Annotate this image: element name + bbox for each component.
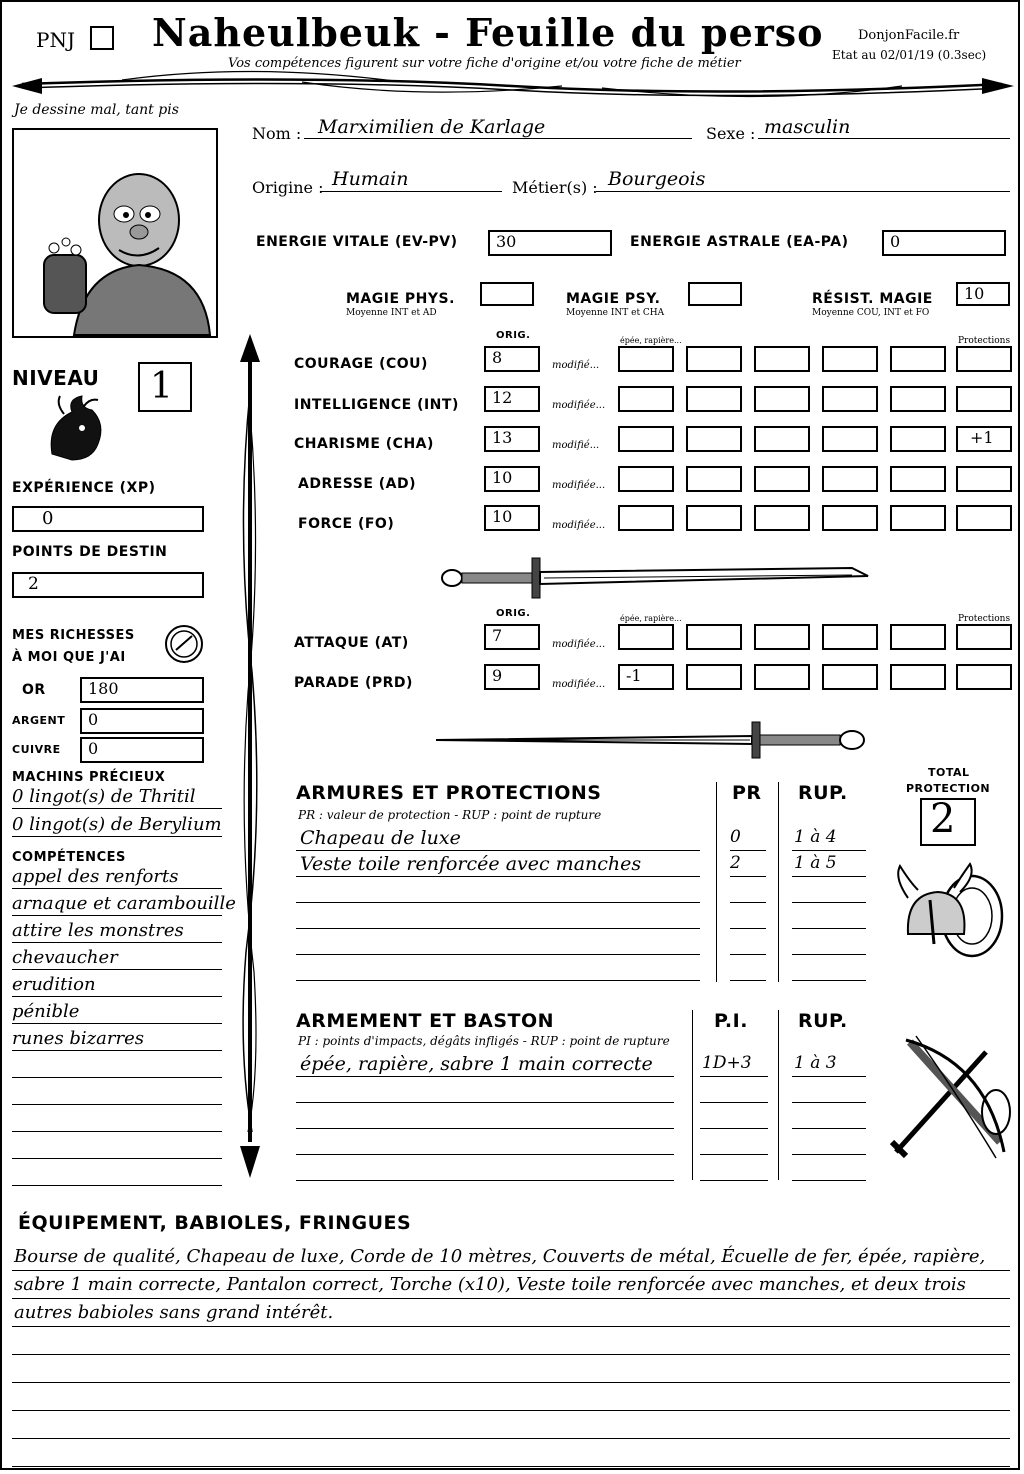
armure-pr[interactable]: 0 xyxy=(730,827,741,847)
stat-orig-box[interactable]: 8 xyxy=(484,346,540,372)
armement-title: ARMEMENT ET BASTON xyxy=(296,1010,555,1032)
origine-label: Origine : xyxy=(252,178,324,197)
stat-mod-box[interactable] xyxy=(754,505,810,531)
machin-item[interactable]: 0 lingot(s) de Berylium xyxy=(12,814,222,835)
stat-mod-box[interactable] xyxy=(686,346,742,372)
magie-psy-sub: Moyenne INT et CHA xyxy=(566,308,665,318)
site-name: DonjonFacile.fr xyxy=(858,28,960,43)
ea-box[interactable] xyxy=(882,230,1006,256)
armement-subtitle: PI : points d'impacts, dégâts infligés - RUP : point de rupture xyxy=(298,1034,670,1048)
stat-mod-box[interactable] xyxy=(686,466,742,492)
stat-orig-box[interactable]: 10 xyxy=(484,505,540,531)
sword-ornament-icon xyxy=(432,550,872,610)
combat-mod-box[interactable] xyxy=(822,624,878,650)
argent-value: 0 xyxy=(88,710,99,729)
stats-mod-header: épée, rapière... xyxy=(620,336,682,345)
armures-pr-header: PR xyxy=(732,782,762,804)
sexe-field[interactable]: masculin xyxy=(764,116,851,138)
equipement-title: ÉQUIPEMENT, BABIOLES, FRINGUES xyxy=(18,1212,412,1234)
cuivre-box[interactable] xyxy=(80,737,204,763)
stat-mod-box[interactable] xyxy=(754,386,810,412)
combat-mod-box[interactable] xyxy=(754,624,810,650)
competence-item[interactable]: chevaucher xyxy=(12,947,118,968)
coin-icon xyxy=(164,624,206,666)
arme-name[interactable]: épée, rapière, sabre 1 main correcte xyxy=(300,1053,653,1075)
richesses-label-1: MES RICHESSES xyxy=(12,628,135,643)
stat-orig-box[interactable]: 12 xyxy=(484,386,540,412)
destin-box[interactable] xyxy=(12,572,204,598)
stat-orig-box[interactable]: 10 xyxy=(484,466,540,492)
metier-label: Métier(s) : xyxy=(512,178,598,197)
armure-pr[interactable]: 2 xyxy=(730,853,741,873)
combat-mod-box[interactable]: -1 xyxy=(618,664,674,690)
cuivre-label: CUIVRE xyxy=(12,743,61,756)
dragon-icon xyxy=(42,394,108,464)
stat-mod-box[interactable] xyxy=(822,346,878,372)
stat-mod-box[interactable] xyxy=(618,386,674,412)
resist-magie-label: RÉSIST. MAGIE xyxy=(812,291,933,307)
subtitle: Vos compétences figurent sur votre fiche d'origine et/ou votre fiche de métier xyxy=(228,56,741,71)
competence-item[interactable]: runes bizarres xyxy=(12,1028,144,1049)
xp-box[interactable] xyxy=(12,506,204,532)
armures-title: ARMURES ET PROTECTIONS xyxy=(296,782,602,804)
arme-rup[interactable]: 1 à 3 xyxy=(794,1053,837,1073)
combat-mod-box[interactable] xyxy=(890,664,946,690)
character-sheet: PNJ Naheulbeuk - Feuille du perso DonjonFacile.fr Vos compétences figurent sur votre fiche d'origine et/ou votre fiche de métier Etat au 02/01/19 (0.3sec) Je dessine mal, tant pis Nom : Marximilien de Karlage Sexe : masculin Origine : Humain Métier(s) : Bourgeois ENERGIE VITALE (EV-PV) 30 ENERGIE ASTRALE (EA-PA) 0 MAGIE PHYS. Moyenne INT et AD MAGIE PSY. Moyenne INT et CHA RÉSIST. MAGIE Moyenne COU, INT et FO 10 ORIG. épée, rapière... Protections COURAGE (COU) 8 modifié... INTELLIGENCE (INT) 12 modifiée... CHARISME (CHA) 13 modifié... +1 ADRESSE (AD) 10 modifiée... FORCE (FO) 10 modifiée... ORIG. épée, rapière... Protections ATTAQUE (AT) 7 modifiée... PARADE (PRD) 9 modifiée... -1 NIVEAU 1 EXPÉRIENCE (XP) 0 POINTS DE DESTIN 2 MES RICHESSES À MOI QUE J'AI OR 180 ARGENT 0 CUIVRE 0 MACHINS PRÉCIEUX 0 lingot(s) de Thritil 0 lingot(s) de Berylium COMPÉTENCES appel des renforts arnaque et carambouille attire les monstres chevaucher erudition pénible runes bizarres ARMURES ET PROTECTIONS PR : valeur de protection - RUP : point de rupture PR RUP. Chapeau de luxe 0 1 à 4 Veste toile renforcée avec manches 2 1 à 5 TOTAL PROTECTION 2 ARMEMENT ET BASTON PI : points d'impacts, dégâts infligés - RUP : point de rupture P.I. RUP. épée, rapière, sabre 1 main correcte 1D+3 1 à 3 ÉQUIPEMENT, BABIOLES, FRINGUES Bourse de qualité, Chapeau de luxe, Corde de 10 mètres, Couverts de métal, Écuelle de fer, épée, rapière, sabre 1 main correcte, Pantalon correct, Torche (x10), Veste toile renforcée avec manches, et deux trois autres babioles sans grand intérêt. xyxy=(0,0,1020,1470)
stat-mod-box[interactable] xyxy=(890,505,946,531)
niveau-label: NIVEAU xyxy=(12,366,100,390)
competence-item[interactable]: arnaque et carambouille xyxy=(12,893,236,914)
character-portrait-image xyxy=(14,130,220,340)
ev-value: 30 xyxy=(496,232,517,251)
helmet-shield-icon xyxy=(890,864,1010,974)
combat-mod-header: épée, rapière... xyxy=(620,614,682,623)
stat-orig-box[interactable]: 13 xyxy=(484,426,540,452)
xp-label: EXPÉRIENCE (XP) xyxy=(12,480,156,496)
stats-prot-header: Protections xyxy=(958,336,1011,346)
metier-field[interactable]: Bourgeois xyxy=(608,168,706,190)
combat-orig-label: ORIG. xyxy=(496,608,531,619)
magie-phys-sub: Moyenne INT et AD xyxy=(346,308,437,318)
stat-mod-box[interactable] xyxy=(618,466,674,492)
sheet-title: Naheulbeuk - Feuille du perso xyxy=(152,10,824,55)
armures-subtitle: PR : valeur de protection - RUP : point de rupture xyxy=(298,808,602,822)
stat-mod-box[interactable] xyxy=(686,505,742,531)
resist-magie-sub: Moyenne COU, INT et FO xyxy=(812,308,930,318)
resist-magie-value: 10 xyxy=(964,284,985,303)
combat-mod-box[interactable] xyxy=(822,664,878,690)
combat-prot-header: Protections xyxy=(958,614,1011,624)
stat-prot-box[interactable] xyxy=(956,505,1012,531)
stat-mod-box[interactable] xyxy=(822,426,878,452)
destin-value: 2 xyxy=(28,574,39,594)
magie-psy-label: MAGIE PSY. xyxy=(566,291,661,307)
total-protection-label-2: PROTECTION xyxy=(906,782,991,795)
portrait-caption: Je dessine mal, tant pis xyxy=(14,102,179,118)
combat-orig-box[interactable]: 9 xyxy=(484,664,540,690)
combat-mod-box[interactable] xyxy=(890,624,946,650)
competence-item[interactable]: pénible xyxy=(12,1001,80,1022)
origine-field[interactable]: Humain xyxy=(332,168,409,190)
stat-prot-box[interactable]: +1 xyxy=(956,426,1012,452)
ev-label: ENERGIE VITALE (EV-PV) xyxy=(256,234,458,250)
competences-label: COMPÉTENCES xyxy=(12,850,126,865)
stat-mod-box[interactable] xyxy=(822,386,878,412)
combat-prot-box[interactable] xyxy=(956,664,1012,690)
niveau-value: 1 xyxy=(150,366,173,407)
ev-box[interactable] xyxy=(488,230,612,256)
stat-mod-box[interactable] xyxy=(754,466,810,492)
machin-item[interactable]: 0 lingot(s) de Thritil xyxy=(12,786,196,807)
xp-value: 0 xyxy=(42,508,54,529)
argent-label: ARGENT xyxy=(12,714,66,727)
stat-mod-box[interactable] xyxy=(618,505,674,531)
combat-mod-box[interactable] xyxy=(686,664,742,690)
total-protection-box[interactable] xyxy=(920,798,976,846)
ea-label: ENERGIE ASTRALE (EA-PA) xyxy=(630,234,849,250)
stat-mod-box[interactable] xyxy=(618,426,674,452)
stat-mod-box[interactable] xyxy=(890,386,946,412)
stat-mod-box[interactable] xyxy=(822,505,878,531)
machins-label: MACHINS PRÉCIEUX xyxy=(12,770,166,785)
armement-rup-header: RUP. xyxy=(798,1010,848,1032)
stat-mod-box[interactable] xyxy=(754,346,810,372)
resist-magie-box[interactable] xyxy=(956,282,1010,306)
weapons-icon xyxy=(886,1032,1010,1162)
armure-rup[interactable]: 1 à 5 xyxy=(794,853,837,873)
stat-mod-box[interactable] xyxy=(890,426,946,452)
total-protection-label-1: TOTAL xyxy=(928,766,970,779)
combat-prot-box[interactable] xyxy=(956,624,1012,650)
richesses-label-2: À MOI QUE J'AI xyxy=(12,650,126,665)
stat-mod-box[interactable] xyxy=(618,346,674,372)
stat-prot-box[interactable] xyxy=(956,346,1012,372)
equipement-line[interactable]: autres babioles sans grand intérêt. xyxy=(14,1302,334,1323)
competence-item[interactable]: appel des renforts xyxy=(12,866,179,887)
competence-item[interactable]: erudition xyxy=(12,974,96,995)
magie-psy-box[interactable] xyxy=(688,282,742,306)
ea-value: 0 xyxy=(890,232,901,251)
sexe-label: Sexe : xyxy=(706,124,756,143)
armure-rup[interactable]: 1 à 4 xyxy=(794,827,837,847)
portrait-frame xyxy=(12,128,218,338)
armement-pi-header: P.I. xyxy=(714,1010,748,1032)
stat-mod-box[interactable] xyxy=(822,466,878,492)
cuivre-value: 0 xyxy=(88,739,99,758)
niveau-box[interactable] xyxy=(138,362,192,412)
competence-item[interactable]: attire les monstres xyxy=(12,920,184,941)
total-protection-value: 2 xyxy=(930,796,956,842)
spear-ornament-vertical xyxy=(230,332,270,1182)
combat-mod-box[interactable] xyxy=(754,664,810,690)
or-box[interactable] xyxy=(80,677,204,703)
argent-box[interactable] xyxy=(80,708,204,734)
stat-prot-box[interactable] xyxy=(956,466,1012,492)
combat-orig-box[interactable]: 7 xyxy=(484,624,540,650)
date-label: Etat au 02/01/19 (0.3sec) xyxy=(832,48,987,62)
combat-mod-box[interactable] xyxy=(686,624,742,650)
equipement-line[interactable]: sabre 1 main correcte, Pantalon correct, Torche (x10), Veste toile renforcée avec manches, et deux trois xyxy=(14,1274,966,1295)
stat-mod-box[interactable] xyxy=(890,466,946,492)
armures-rup-header: RUP. xyxy=(798,782,848,804)
combat-mod-box[interactable] xyxy=(618,624,674,650)
stat-mod-box[interactable] xyxy=(754,426,810,452)
stat-mod-box[interactable] xyxy=(890,346,946,372)
pnj-label: PNJ xyxy=(36,28,75,52)
sword-ornament-icon xyxy=(432,714,872,764)
magie-phys-label: MAGIE PHYS. xyxy=(346,291,455,307)
stat-mod-box[interactable] xyxy=(686,426,742,452)
arme-pi[interactable]: 1D+3 xyxy=(702,1053,752,1073)
equipement-line[interactable]: Bourse de qualité, Chapeau de luxe, Corde de 10 mètres, Couverts de métal, Écuelle de fer, épée, rapière, xyxy=(14,1246,986,1267)
armure-name[interactable]: Chapeau de luxe xyxy=(300,827,461,849)
stat-mod-box[interactable] xyxy=(686,386,742,412)
or-value: 180 xyxy=(88,679,119,698)
destin-label: POINTS DE DESTIN xyxy=(12,544,168,560)
stats-orig-label: ORIG. xyxy=(496,330,531,341)
armure-name[interactable]: Veste toile renforcée avec manches xyxy=(300,853,642,875)
magie-phys-box[interactable] xyxy=(480,282,534,306)
stat-prot-box[interactable] xyxy=(956,386,1012,412)
nom-label: Nom : xyxy=(252,124,302,143)
nom-field[interactable]: Marximilien de Karlage xyxy=(318,116,546,138)
or-label: OR xyxy=(22,682,46,698)
